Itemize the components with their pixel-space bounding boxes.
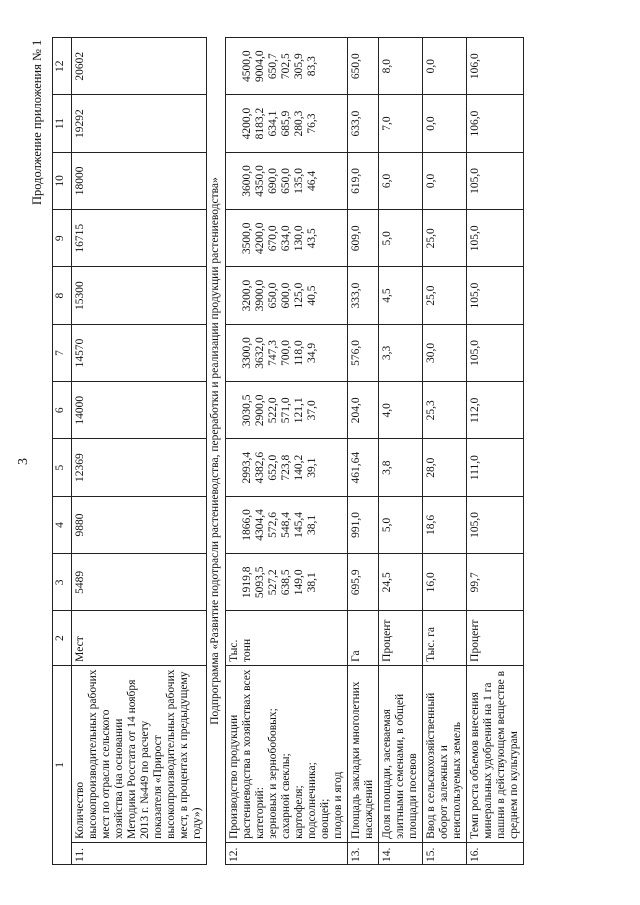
value: 638,5 [280,569,292,596]
appendix-caption: Продолжение приложения № 1 [30,39,44,205]
value: 105,0 [467,210,524,267]
value: 5,0 [379,210,423,267]
value: 2900,0 [254,394,266,427]
value: 2993,4 [241,451,253,484]
table-row-16 [467,38,524,865]
value: 280,3 [293,110,305,137]
col-header-6: 6 [53,382,72,439]
value: 140,2 [293,454,305,481]
value: 527,2 [267,569,279,596]
unit: Мест [72,611,207,665]
col-header-8: 8 [53,267,72,324]
value: 747,3 [267,340,279,366]
value: 333,0 [348,267,379,324]
value: 576,0 [348,324,379,381]
value: 3,3 [379,324,423,381]
value: 4200,0 [241,107,253,140]
value: 30,0 [423,324,467,381]
value-stack [226,439,348,496]
value: 548,4 [280,512,292,538]
value: 38,1 [306,572,318,593]
indicator-name: Площадь закладки многолетних насаждений [348,665,379,842]
item-potato: картофеля; [293,785,305,839]
indicator-name: Доля площади, засеваемая элитными семенами, в общей площади посевов [379,665,423,842]
value: 3200,0 [241,279,253,312]
value: 650,0 [267,282,279,309]
value: 14000 [72,382,207,439]
value-stack [226,95,348,152]
value: 600,0 [280,282,292,309]
value: 1919,8 [241,566,253,599]
unit: Га [348,611,379,665]
value: 145,4 [293,512,305,538]
value: 695,9 [348,554,379,611]
column-header-row [53,38,72,865]
value: 25,3 [423,382,467,439]
value: 99,7 [467,554,524,611]
indicators-table [52,37,524,865]
item-fruits-berries: плодов и ягод [332,771,344,839]
value: 4382,6 [254,451,266,484]
value: 633,0 [348,95,379,152]
value: 118,0 [293,340,305,366]
col-header-12: 12 [53,38,72,95]
value: 105,0 [467,152,524,209]
indicator-title: Производство продукции растениеводства в хозяйствах всех категорий: [228,669,266,839]
subprogram-row [207,38,226,865]
value: 16715 [72,210,207,267]
value: 685,9 [280,110,292,137]
value: 4500,0 [241,50,253,83]
value: 4200,0 [254,222,266,255]
value: 3600,0 [241,165,253,197]
value: 18,6 [423,496,467,553]
row-number: 11. [72,842,207,864]
indicator-name: Ввод в сельскохозяйственный оборот залежных и неиспользуемых земель [423,665,467,842]
row-number: 16. [467,842,524,864]
value: 670,0 [267,225,279,252]
value: 106,0 [467,95,524,152]
row-number: 15. [423,842,467,864]
value: 4304,4 [254,509,266,541]
row-number: 12. [226,842,348,864]
value: 76,3 [306,113,318,134]
value: 46,4 [306,170,318,191]
col-header-3: 3 [53,554,72,611]
unit: Процент [379,611,423,665]
value: 106,0 [467,38,524,95]
item-sunflower: подсолнечника; [306,762,318,839]
value: 38,1 [306,514,318,536]
value: 204,0 [348,382,379,439]
table-row-12 [226,38,348,865]
col-header-4: 4 [53,496,72,553]
value: 700,0 [280,340,292,366]
value: 634,1 [267,110,279,137]
col-header-5: 5 [53,439,72,496]
value: 619,0 [348,152,379,209]
value: 40,5 [306,285,318,306]
value: 39,1 [306,457,318,478]
value: 5489 [72,554,207,611]
subprogram-title: Подпрограмма «Развитие подотрасли растениеводства, переработки и реализации продукции растениеводства» [207,38,226,865]
value-stack [226,554,348,611]
value: 15300 [72,267,207,324]
item-grain: зерновых и зернобобовых; [267,708,279,839]
value: 652,0 [267,454,279,481]
value: 3030,5 [241,394,253,427]
value: 105,0 [467,324,524,381]
value: 18000 [72,152,207,209]
col-header-2: 2 [53,611,72,665]
value: 0,0 [423,95,467,152]
value: 8,0 [379,38,423,95]
indicator-name: Темп роста объемов внесения минеральных удобрений на 1 га пашни в действующем веществе в среднем по культурам [467,665,524,842]
value-stack [226,210,348,267]
value-stack [226,152,348,209]
unit: Процент [467,611,524,665]
value: 305,9 [293,53,305,80]
value: 650,0 [280,167,292,194]
value: 8183,2 [254,107,266,140]
value: 6,0 [379,152,423,209]
value: 111,0 [467,439,524,496]
value: 7,0 [379,95,423,152]
value: 9880 [72,496,207,553]
value: 28,0 [423,439,467,496]
item-sugar-beet: сахарной свеклы; [280,753,292,839]
value: 609,0 [348,210,379,267]
value: 991,0 [348,496,379,553]
value: 19292 [72,95,207,152]
value: 25,0 [423,267,467,324]
value: 25,0 [423,210,467,267]
row-number: 14. [379,842,423,864]
col-header-9: 9 [53,210,72,267]
value: 3300,0 [241,337,253,369]
value: 0,0 [423,38,467,95]
value: 461,64 [348,439,379,496]
unit: Тыс. га [423,611,467,665]
value: 83,3 [306,56,318,77]
value: 43,5 [306,228,318,249]
value: 105,0 [467,267,524,324]
value: 9004,0 [254,50,266,83]
col-header-11: 11 [53,95,72,152]
value-stack [226,267,348,324]
value: 3500,0 [241,222,253,255]
value: 4350,0 [254,165,266,197]
table-row-14 [379,38,423,865]
value: 34,9 [306,342,318,363]
col-header-1: 1 [53,665,72,864]
table-row-13 [348,38,379,865]
value: 3632,0 [254,337,266,369]
value: 4,0 [379,382,423,439]
value: 3900,0 [254,279,266,312]
value-stack [226,496,348,553]
value: 634,0 [280,225,292,252]
value: 112,0 [467,382,524,439]
value: 690,0 [267,167,279,194]
unit: Тыс. тонн [226,611,348,665]
value: 149,0 [293,569,305,596]
value: 105,0 [467,496,524,553]
value: 1866,0 [241,509,253,541]
value: 0,0 [423,152,467,209]
indicator-name: Количество высокопроизводительных рабочих мест по отрасли сельского хозяйства (на основании Методики Росстата от 14 ноября 2013 г. №449 по расчету показателя «Прирост высокопроизводительных рабочих мест, в процентах к предыдущему году») [72,665,207,842]
value: 14570 [72,324,207,381]
value: 3,8 [379,439,423,496]
value-stack [226,38,348,95]
value: 702,5 [280,53,292,80]
table-row-11 [72,38,207,865]
table-row-15 [423,38,467,865]
value: 16,0 [423,554,467,611]
page-number: 3 [16,458,31,465]
indicator-name [226,665,348,842]
value: 522,0 [267,397,279,424]
value: 12369 [72,439,207,496]
value: 723,8 [280,454,292,481]
value: 135,0 [293,167,305,194]
value: 121,1 [293,397,305,424]
value: 5,0 [379,496,423,553]
value: 650,7 [267,53,279,80]
col-header-7: 7 [53,324,72,381]
value: 571,0 [280,397,292,424]
value: 130,0 [293,225,305,252]
item-vegetables: овощей; [319,798,331,839]
value: 125,0 [293,282,305,309]
value: 24,5 [379,554,423,611]
row-number: 13. [348,842,379,864]
value-stack [226,324,348,381]
value-stack [226,382,348,439]
value: 650,0 [348,38,379,95]
value: 20602 [72,38,207,95]
value: 37,0 [306,400,318,421]
value: 4,5 [379,267,423,324]
col-header-10: 10 [53,152,72,209]
value: 5093,5 [254,566,266,599]
value: 572,6 [267,512,279,538]
